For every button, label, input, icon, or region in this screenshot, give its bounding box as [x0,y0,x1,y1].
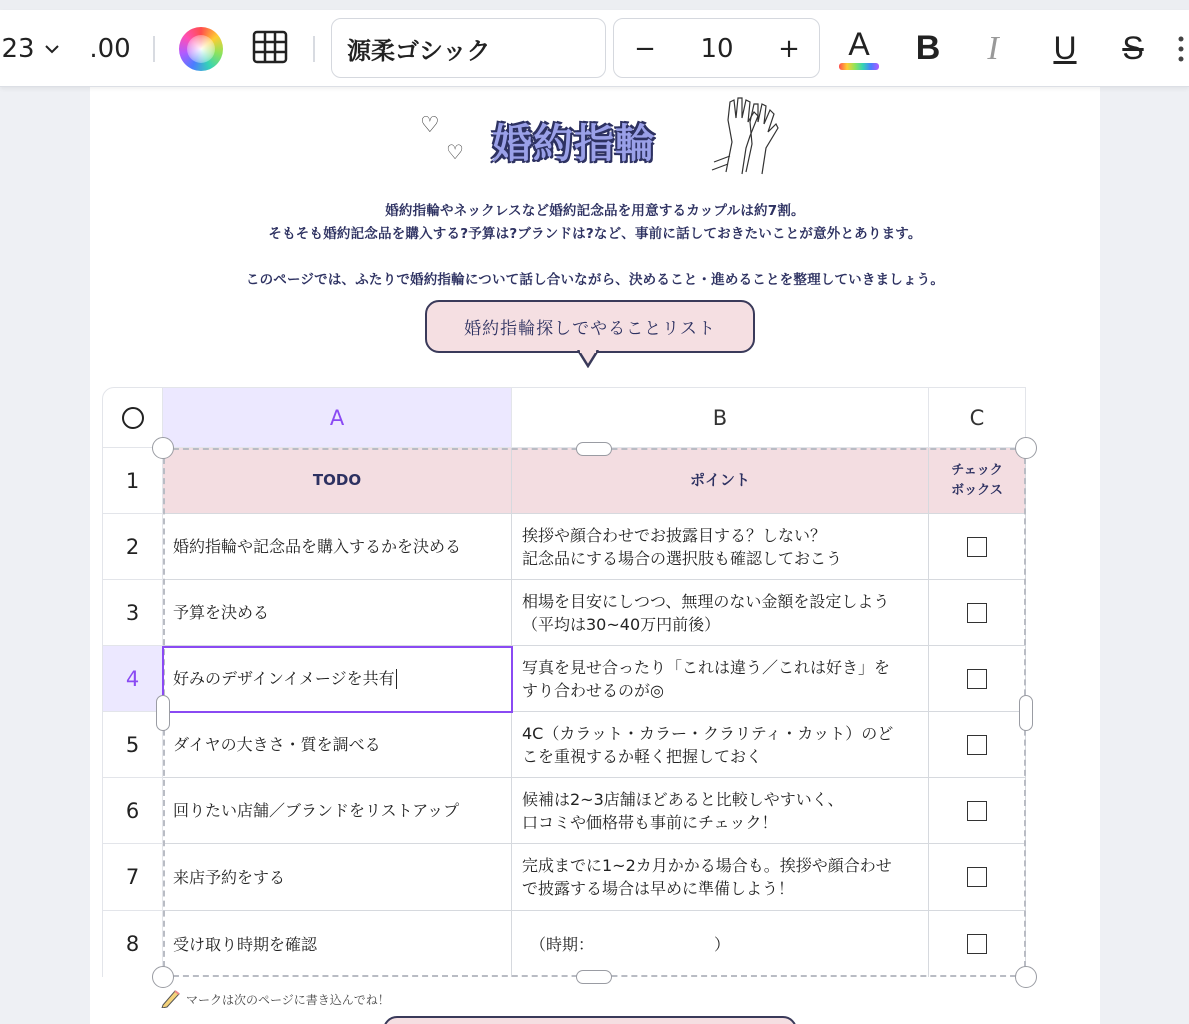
table-header-point[interactable]: ポイント [512,448,929,514]
header-checkbox-line: チェック [951,462,1003,478]
check-cell [929,844,1026,911]
todo-checkbox[interactable] [967,934,987,954]
point-line: 記念品にする場合の選択肢も確認しておこう [522,548,843,568]
font-family-select[interactable]: 源柔ゴシック [331,18,606,78]
point-line: 挨拶や顔合わせでお披露目する？しない？ [522,525,827,545]
todo-cell-selected[interactable] [163,646,512,712]
more-icon[interactable] [1172,10,1189,87]
table-border-button[interactable] [250,10,290,87]
header-checkbox-line: ボックス [951,482,1003,498]
check-cell [929,646,1026,712]
intro-text-line: そもそも婚約記念品を購入する?予算は?ブランドは?など、事前に話しておきたいことが意外とあります。 [268,226,922,242]
bubble-tail-icon [577,350,599,368]
column-header-a[interactable]: A [163,387,512,448]
font-size-stepper [613,18,820,78]
todo-checkbox[interactable] [967,669,987,689]
hands-illustration-icon [706,92,786,178]
point-line: 候補は2~3店舗ほどあると比較しやすいく、 [522,789,844,809]
row-header[interactable]: 2 [102,514,163,580]
point-line: 完成までに1~2カ月かかる場合も。挨拶や顔合わせ [522,856,892,875]
section-bubble-label: 婚約指輪探しでやることリスト [425,300,755,353]
table-grid-icon [252,30,288,68]
resize-handle[interactable] [1015,966,1037,988]
row-header[interactable]: 8 [102,911,163,977]
text-color-button[interactable] [836,10,882,87]
point-cell[interactable] [512,514,929,580]
column-header-c[interactable]: C [929,387,1026,448]
point-cell[interactable] [512,844,929,911]
footnote-text: マークは次のページに書き込んでね！ [186,993,390,1007]
page-title: 婚約指輪 [492,121,656,167]
resize-handle[interactable] [1019,695,1033,731]
todo-cell-text: 好みのデザインイメージを共有 [173,669,395,688]
decrease-font-size-button[interactable]: − [634,34,656,64]
resize-handle[interactable] [576,970,612,984]
todo-checkbox[interactable] [967,867,987,887]
row-header[interactable]: 1 [102,448,163,514]
strikethrough-button[interactable]: S [1122,30,1144,66]
resize-handle[interactable] [576,442,612,456]
point-cell[interactable] [512,646,929,712]
resize-handle[interactable] [1015,437,1037,459]
point-line: すり合わせるのが◎ [522,680,664,700]
text-color-letter: A [848,26,870,62]
pencil-icon [160,988,182,1011]
point-line: 口コミや価格帯も事前にチェック！ [522,812,778,832]
color-swatch-bar [839,63,879,70]
text-cursor [396,669,398,689]
check-cell [929,580,1026,646]
point-line: こを重視するか軽く把握しておく [522,746,763,766]
footnote [160,988,390,1011]
row-header-selected[interactable]: 4 [102,646,163,712]
point-line: 相場を目安にしつつ、無理のない金額を設定しよう [522,591,890,611]
increase-font-size-button[interactable]: + [778,34,800,64]
point-cell[interactable] [512,712,929,778]
row-header[interactable]: 6 [102,778,163,844]
window-top-strip [0,0,1189,10]
check-cell [929,778,1026,844]
point-cell[interactable]: （時期： ） [512,911,929,977]
decimal-button[interactable]: .00 [89,33,131,64]
table-header-checkbox[interactable] [929,448,1026,514]
todo-checkbox[interactable] [967,801,987,821]
number-format-dropdown[interactable] [0,10,60,87]
text-format-toolbar [0,10,1189,87]
toolbar-divider [313,36,315,62]
point-line: で披露する場合は早めに準備しよう！ [522,879,795,898]
todo-table [102,387,1026,977]
todo-cell[interactable]: 婚約指輪や記念品を購入するかを決める [163,514,512,580]
resize-handle[interactable] [156,695,170,731]
color-wheel-icon [179,27,223,71]
resize-handle[interactable] [152,437,174,459]
row-header[interactable]: 3 [102,580,163,646]
todo-checkbox[interactable] [967,735,987,755]
heart-icon: ♡ [446,140,464,164]
underline-button[interactable]: U [1053,30,1077,66]
table-header-todo[interactable]: TODO [163,448,512,514]
resize-handle[interactable] [152,966,174,988]
chevron-down-icon [45,39,59,58]
todo-cell[interactable]: 回りたい店舗／ブランドをリストアップ [163,778,512,844]
font-size-input[interactable]: 10 [700,34,734,64]
point-cell[interactable] [512,580,929,646]
check-cell [929,911,1026,977]
intro-text-line: このページでは、ふたりで婚約指輪について話し合いながら、決めること・進めることを整理していきましょう。 [245,272,945,288]
next-section-box [383,1016,797,1024]
select-all-button[interactable] [102,387,163,448]
number-format-value: 23 [1,33,35,64]
toolbar-divider [153,36,155,62]
point-line: （平均は30~40万円前後） [522,614,721,634]
row-header[interactable]: 7 [102,844,163,911]
cell-color-button[interactable] [178,10,224,87]
row-header[interactable]: 5 [102,712,163,778]
todo-cell[interactable]: 予算を決める [163,580,512,646]
intro-text-line: 婚約指輪やネックレスなど婚約記念品を用意するカップルは約7割。 [385,203,805,219]
bold-button[interactable]: B [915,29,941,67]
circle-icon [121,406,145,430]
todo-cell[interactable]: ダイヤの大きさ・質を調べる [163,712,512,778]
point-line: 写真を見せ合ったり「これは違う／これは好き」を [522,657,891,677]
todo-cell[interactable]: 来店予約をする [163,844,512,911]
check-cell [929,712,1026,778]
point-cell[interactable] [512,778,929,844]
italic-button[interactable]: I [987,29,999,67]
todo-cell[interactable]: 受け取り時期を確認 [163,911,512,977]
heart-icon: ♡ [420,113,440,138]
todo-checkbox[interactable] [967,537,987,557]
column-header-b[interactable]: B [512,387,929,448]
check-cell [929,514,1026,580]
point-line: 4C（カラット・カラー・クラリティ・カット）のど [522,723,894,743]
todo-checkbox[interactable] [967,603,987,623]
